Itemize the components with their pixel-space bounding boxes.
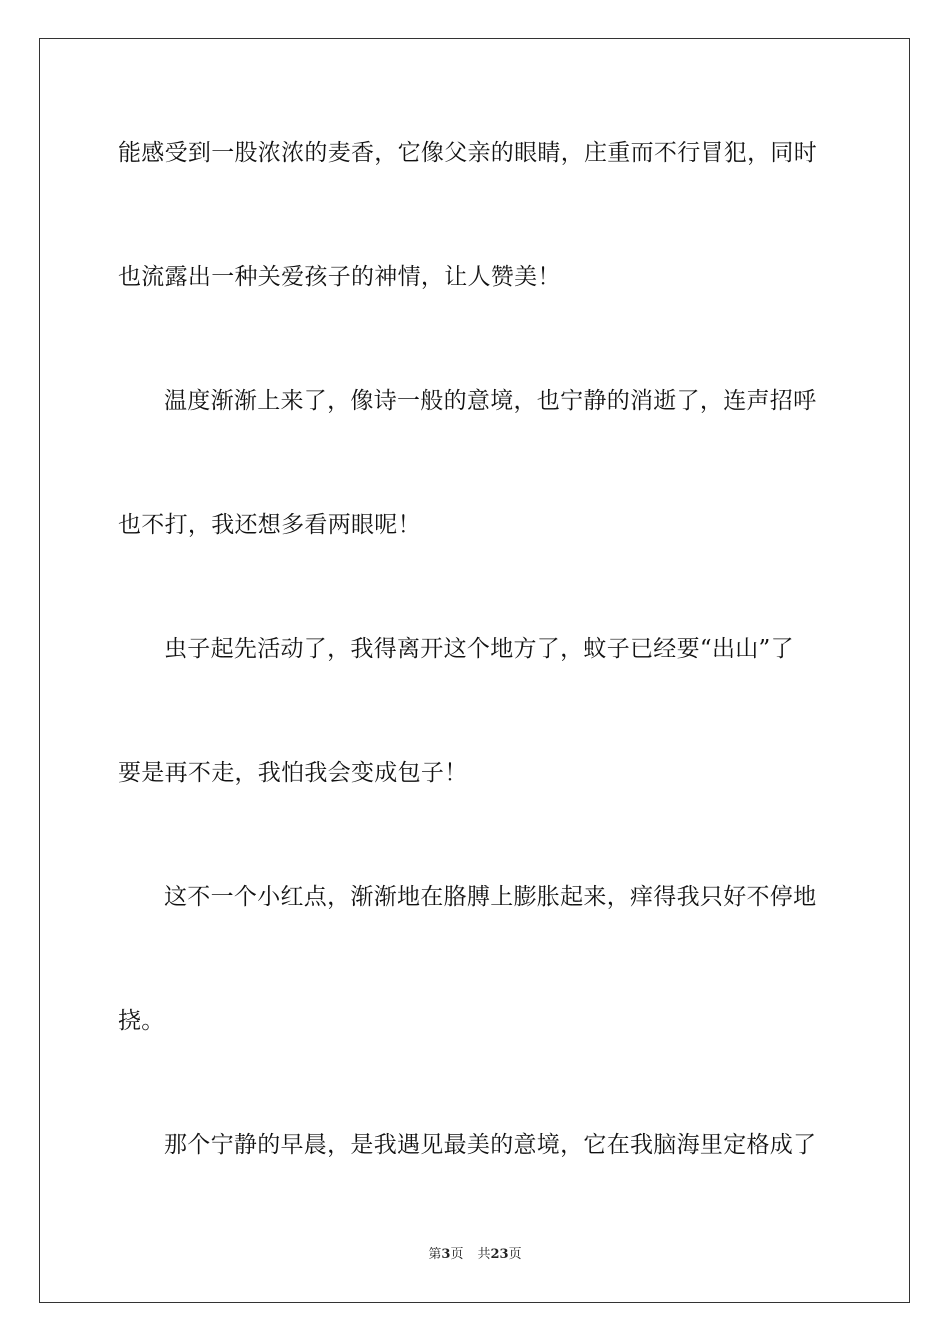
text-line-1: 能感受到一股浓浓的麦香，它像父亲的眼睛，庄重而不行冒犯，同时 xyxy=(118,140,817,166)
text-line-4: 也不打，我还想多看两眼呢！ xyxy=(118,512,421,538)
text-line-5: 虫子起先活动了，我得离开这个地方了，蚊子已经要“出山”了 xyxy=(164,636,794,662)
page-border xyxy=(39,38,910,1303)
text-line-8: 挠。 xyxy=(118,1008,165,1034)
text-line-3: 温度渐渐上来了，像诗一般的意境，也宁静的消逝了，连声招呼 xyxy=(164,388,817,414)
footer-page-suffix: 页 xyxy=(450,1247,464,1262)
text-line-2: 也流露出一种关爱孩子的神情，让人赞美！ xyxy=(118,264,561,290)
text-line-7: 这不一个小红点，渐渐地在胳膊上膨胀起来，痒得我只好不停地 xyxy=(164,884,817,910)
footer-page-prefix: 第 xyxy=(428,1247,442,1262)
text-line-9: 那个宁静的早晨，是我遇见最美的意境，它在我脑海里定格成了 xyxy=(164,1132,817,1158)
footer-page-number: 3 xyxy=(441,1247,451,1262)
text-line-6: 要是再不走，我怕我会变成包子！ xyxy=(118,760,468,786)
footer-total-suffix: 页 xyxy=(508,1247,522,1262)
footer-total-pages: 23 xyxy=(490,1247,509,1262)
footer-total-prefix: 共 xyxy=(477,1247,491,1262)
page-footer xyxy=(0,1247,950,1263)
